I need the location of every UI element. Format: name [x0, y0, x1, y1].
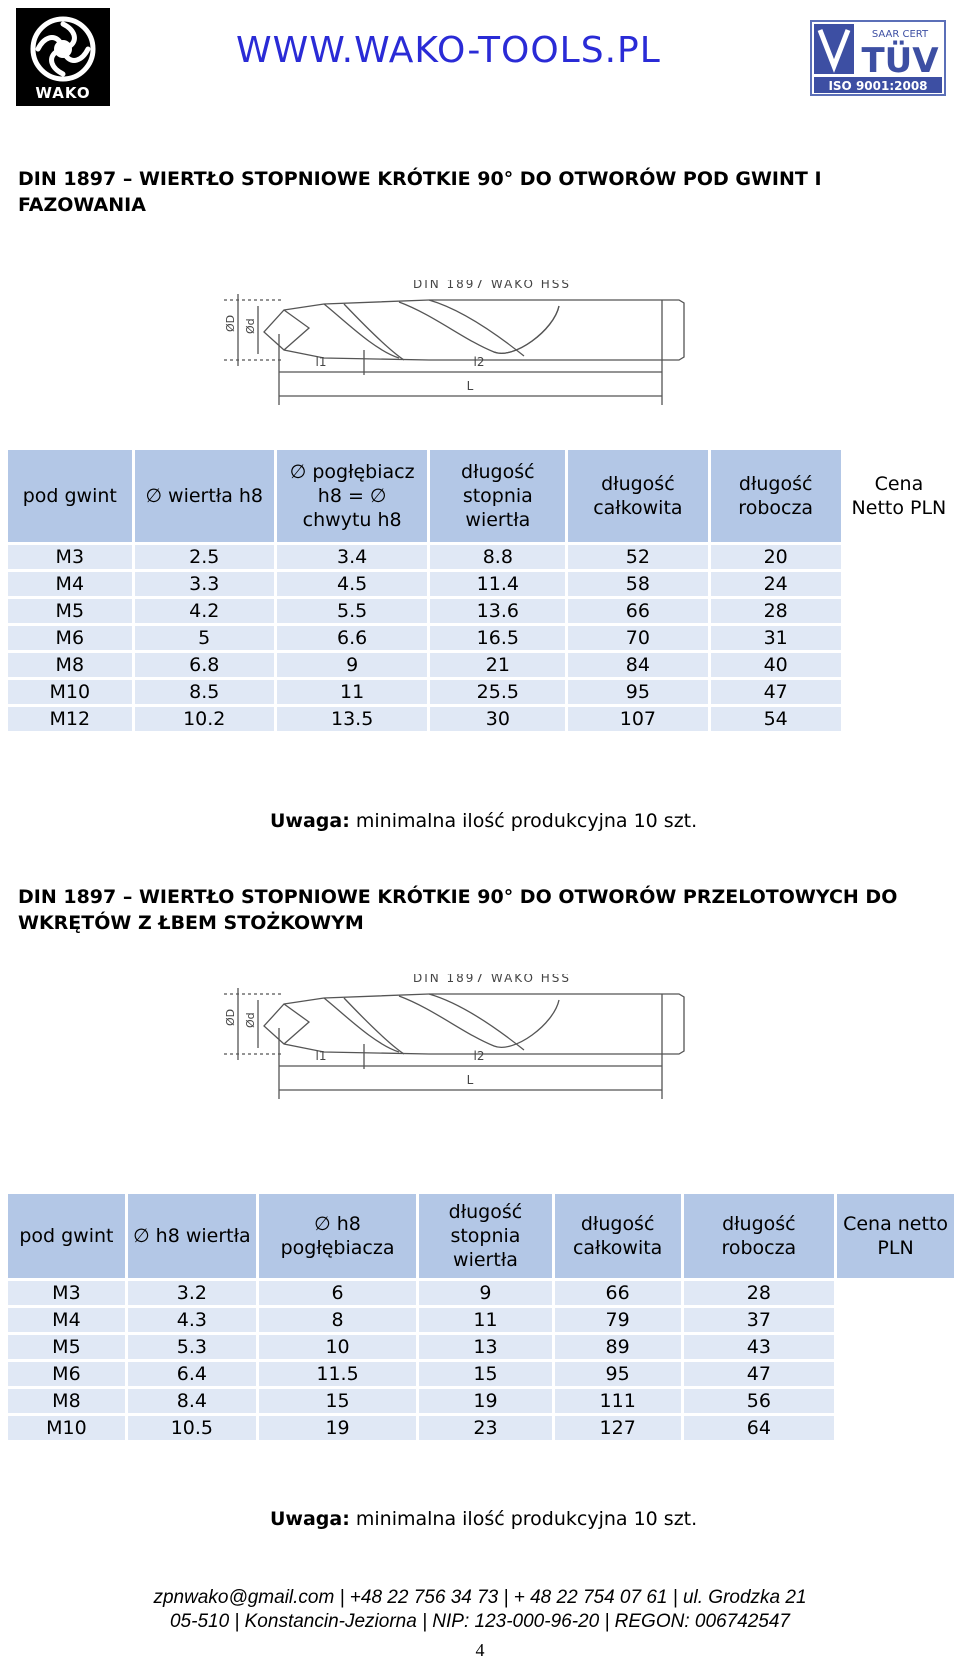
table-cell: 6.4: [128, 1362, 256, 1386]
table-cell: 3.4: [277, 545, 428, 569]
drawing-label-l2: l2: [473, 355, 485, 369]
table-cell: 19: [419, 1389, 552, 1413]
table-cell: 4.5: [277, 572, 428, 596]
table-row: [8, 572, 954, 596]
table-cell: 5.5: [277, 599, 428, 623]
price-cell: [837, 1335, 954, 1359]
table-cell: M5: [8, 599, 132, 623]
page-number: 4: [475, 1640, 485, 1660]
table-row: [8, 1335, 954, 1359]
table-cell: 5: [135, 626, 274, 650]
table-cell: 24: [711, 572, 841, 596]
table-cell: 28: [684, 1281, 835, 1305]
wako-emblem-icon: [30, 16, 96, 82]
table-cell: 111: [555, 1389, 681, 1413]
drawing-label-D: ØD: [224, 1008, 237, 1026]
table-cell: 79: [555, 1308, 681, 1332]
table-cell: 10.2: [135, 707, 274, 731]
table-cell: 40: [711, 653, 841, 677]
table-cell: M4: [8, 1308, 125, 1332]
note-text: minimalna ilość produkcyjna 10 szt.: [349, 810, 698, 832]
table-cell: 31: [711, 626, 841, 650]
table-row: [8, 653, 954, 677]
section2-note: [270, 1508, 697, 1530]
table-cell: 47: [711, 680, 841, 704]
table-cell: 9: [277, 653, 428, 677]
drawing-label-L: L: [466, 379, 474, 393]
table-cell: 70: [568, 626, 707, 650]
table-cell: 13.6: [430, 599, 565, 623]
price-cell: [837, 1308, 954, 1332]
table-cell: M12: [8, 707, 132, 731]
header-cell: długość całkowita: [568, 450, 707, 542]
table-cell: 37: [684, 1308, 835, 1332]
table-cell: 11.4: [430, 572, 565, 596]
table-cell: 10.5: [128, 1416, 256, 1440]
cert-bottom-text: ISO 9001:2008: [828, 79, 928, 93]
price-cell: [837, 1389, 954, 1413]
price-header-cell: Cena Netto PLN: [844, 450, 954, 542]
table-row: [8, 545, 954, 569]
header-cell: ∅ pogłębiacz h8 = ∅ chwytu h8: [277, 450, 428, 542]
drawing-label-l2: l2: [473, 1049, 485, 1063]
table-cell: M6: [8, 626, 132, 650]
table-cell: 89: [555, 1335, 681, 1359]
table-cell: 11: [277, 680, 428, 704]
footer: [0, 1586, 960, 1634]
table-cell: M4: [8, 572, 132, 596]
table-row: [8, 1389, 954, 1413]
table-cell: 9: [419, 1281, 552, 1305]
cert-name-text: TÜV: [861, 41, 939, 81]
table-row: [8, 707, 954, 731]
note-text: minimalna ilość produkcyjna 10 szt.: [349, 1508, 698, 1530]
header-cell: pod gwint: [8, 1194, 125, 1278]
table-cell: 13: [419, 1335, 552, 1359]
table-cell: M6: [8, 1362, 125, 1386]
table-row: [8, 599, 954, 623]
section1-heading: DIN 1897 – WIERTŁO STOPNIOWE KRÓTKIE 90° DO OTWORÓW POD GWINT I FAZOWANIA: [18, 168, 822, 216]
price-cell: [844, 572, 954, 596]
table-cell: 2.5: [135, 545, 274, 569]
price-header-cell: Cena netto PLN: [837, 1194, 954, 1278]
table-cell: 43: [684, 1335, 835, 1359]
drawing-label-d: Ød: [244, 318, 257, 334]
price-cell: [844, 626, 954, 650]
price-cell: [844, 545, 954, 569]
table-cell: 16.5: [430, 626, 565, 650]
table-cell: 127: [555, 1416, 681, 1440]
drawing-title: DIN 1897 WAKO HSS: [412, 280, 572, 291]
note-label: Uwaga:: [270, 1508, 350, 1530]
tuv-certificate-logo: [810, 20, 946, 96]
section1-note: [270, 810, 697, 832]
table-cell: 11: [419, 1308, 552, 1332]
header-cell: długość stopnia wiertła: [430, 450, 565, 542]
table-cell: 30: [430, 707, 565, 731]
price-cell: [844, 653, 954, 677]
table-cell: 95: [555, 1362, 681, 1386]
table-cell: 58: [568, 572, 707, 596]
table-row: [8, 1362, 954, 1386]
table-cell: 25.5: [430, 680, 565, 704]
table-cell: 4.3: [128, 1308, 256, 1332]
section2-drill-drawing: [224, 974, 704, 1114]
note-label: Uwaga:: [270, 810, 350, 832]
table-cell: 19: [259, 1416, 416, 1440]
table-cell: 11.5: [259, 1362, 416, 1386]
footer-address-line: 05-510 | Konstancin-Jeziorna | NIP: 123-000-96-20 | REGON: 006742547: [169, 1611, 790, 1632]
drawing-label-l1: l1: [315, 355, 327, 369]
table-cell: 52: [568, 545, 707, 569]
table-cell: M8: [8, 1389, 125, 1413]
table-cell: 6: [259, 1281, 416, 1305]
price-cell: [837, 1416, 954, 1440]
table-cell: 95: [568, 680, 707, 704]
table-cell: M3: [8, 545, 132, 569]
section1-drill-drawing: [224, 280, 704, 420]
drawing-label-L: L: [466, 1073, 474, 1087]
section2-heading: DIN 1897 – WIERTŁO STOPNIOWE KRÓTKIE 90° DO OTWORÓW PRZELOTOWYCH DO WKRĘTÓW Z ŁBEM STOŻKOWYM: [18, 886, 898, 934]
table-row: [8, 680, 954, 704]
table-row: [8, 1308, 954, 1332]
table-row: [8, 1281, 954, 1305]
price-cell: [844, 680, 954, 704]
table-cell: 64: [684, 1416, 835, 1440]
table-cell: 8.8: [430, 545, 565, 569]
drawing-label-D: ØD: [224, 314, 237, 332]
table-cell: 4.2: [135, 599, 274, 623]
table-cell: 47: [684, 1362, 835, 1386]
drawing-label-l1: l1: [315, 1049, 327, 1063]
header-cell: długość robocza: [684, 1194, 835, 1278]
table-cell: 66: [568, 599, 707, 623]
price-cell: [837, 1362, 954, 1386]
table-cell: 5.3: [128, 1335, 256, 1359]
table-cell: M3: [8, 1281, 125, 1305]
price-cell: [844, 599, 954, 623]
table-cell: 84: [568, 653, 707, 677]
cert-top-text: SAAR CERT: [871, 29, 929, 40]
table-cell: 8.4: [128, 1389, 256, 1413]
table-cell: 3.3: [135, 572, 274, 596]
table-cell: 15: [259, 1389, 416, 1413]
footer-contact-line: zpnwako@gmail.com | +48 22 756 34 73 | + 48 22 754 07 61 | ul. Grodzka 21: [153, 1587, 807, 1608]
table-cell: 6.8: [135, 653, 274, 677]
header-cell: ∅ h8 pogłębiacza: [259, 1194, 416, 1278]
spec-table-2: [5, 1191, 957, 1443]
price-cell: [844, 707, 954, 731]
wako-logo: [16, 8, 110, 106]
table-cell: M10: [8, 680, 132, 704]
table-cell: 107: [568, 707, 707, 731]
table-cell: 13.5: [277, 707, 428, 731]
table-cell: 20: [711, 545, 841, 569]
drawing-label-d: Ød: [244, 1012, 257, 1028]
table-cell: 6.6: [277, 626, 428, 650]
header-cell: ∅ wiertła h8: [135, 450, 274, 542]
table-cell: 10: [259, 1335, 416, 1359]
table-cell: M5: [8, 1335, 125, 1359]
spec-table-1: [5, 447, 957, 734]
drawing-title: DIN 1897 WAKO HSS: [412, 974, 572, 985]
table-cell: M10: [8, 1416, 125, 1440]
table-row: [8, 1416, 954, 1440]
table-cell: 56: [684, 1389, 835, 1413]
logo-text: WAKO: [35, 84, 91, 102]
table-row: [8, 626, 954, 650]
header-cell: pod gwint: [8, 450, 132, 542]
header-cell: długość całkowita: [555, 1194, 681, 1278]
price-cell: [837, 1281, 954, 1305]
table-cell: 3.2: [128, 1281, 256, 1305]
table-cell: 15: [419, 1362, 552, 1386]
header-cell: długość stopnia wiertła: [419, 1194, 552, 1278]
header-cell: ∅ h8 wiertła: [128, 1194, 256, 1278]
table-cell: 23: [419, 1416, 552, 1440]
table-cell: 21: [430, 653, 565, 677]
site-url: WWW.WAKO-TOOLS.PL: [236, 30, 661, 71]
table-cell: 8: [259, 1308, 416, 1332]
table-cell: 28: [711, 599, 841, 623]
table-cell: 54: [711, 707, 841, 731]
header-cell: długość robocza: [711, 450, 841, 542]
table-cell: 8.5: [135, 680, 274, 704]
table-cell: 66: [555, 1281, 681, 1305]
table-cell: M8: [8, 653, 132, 677]
